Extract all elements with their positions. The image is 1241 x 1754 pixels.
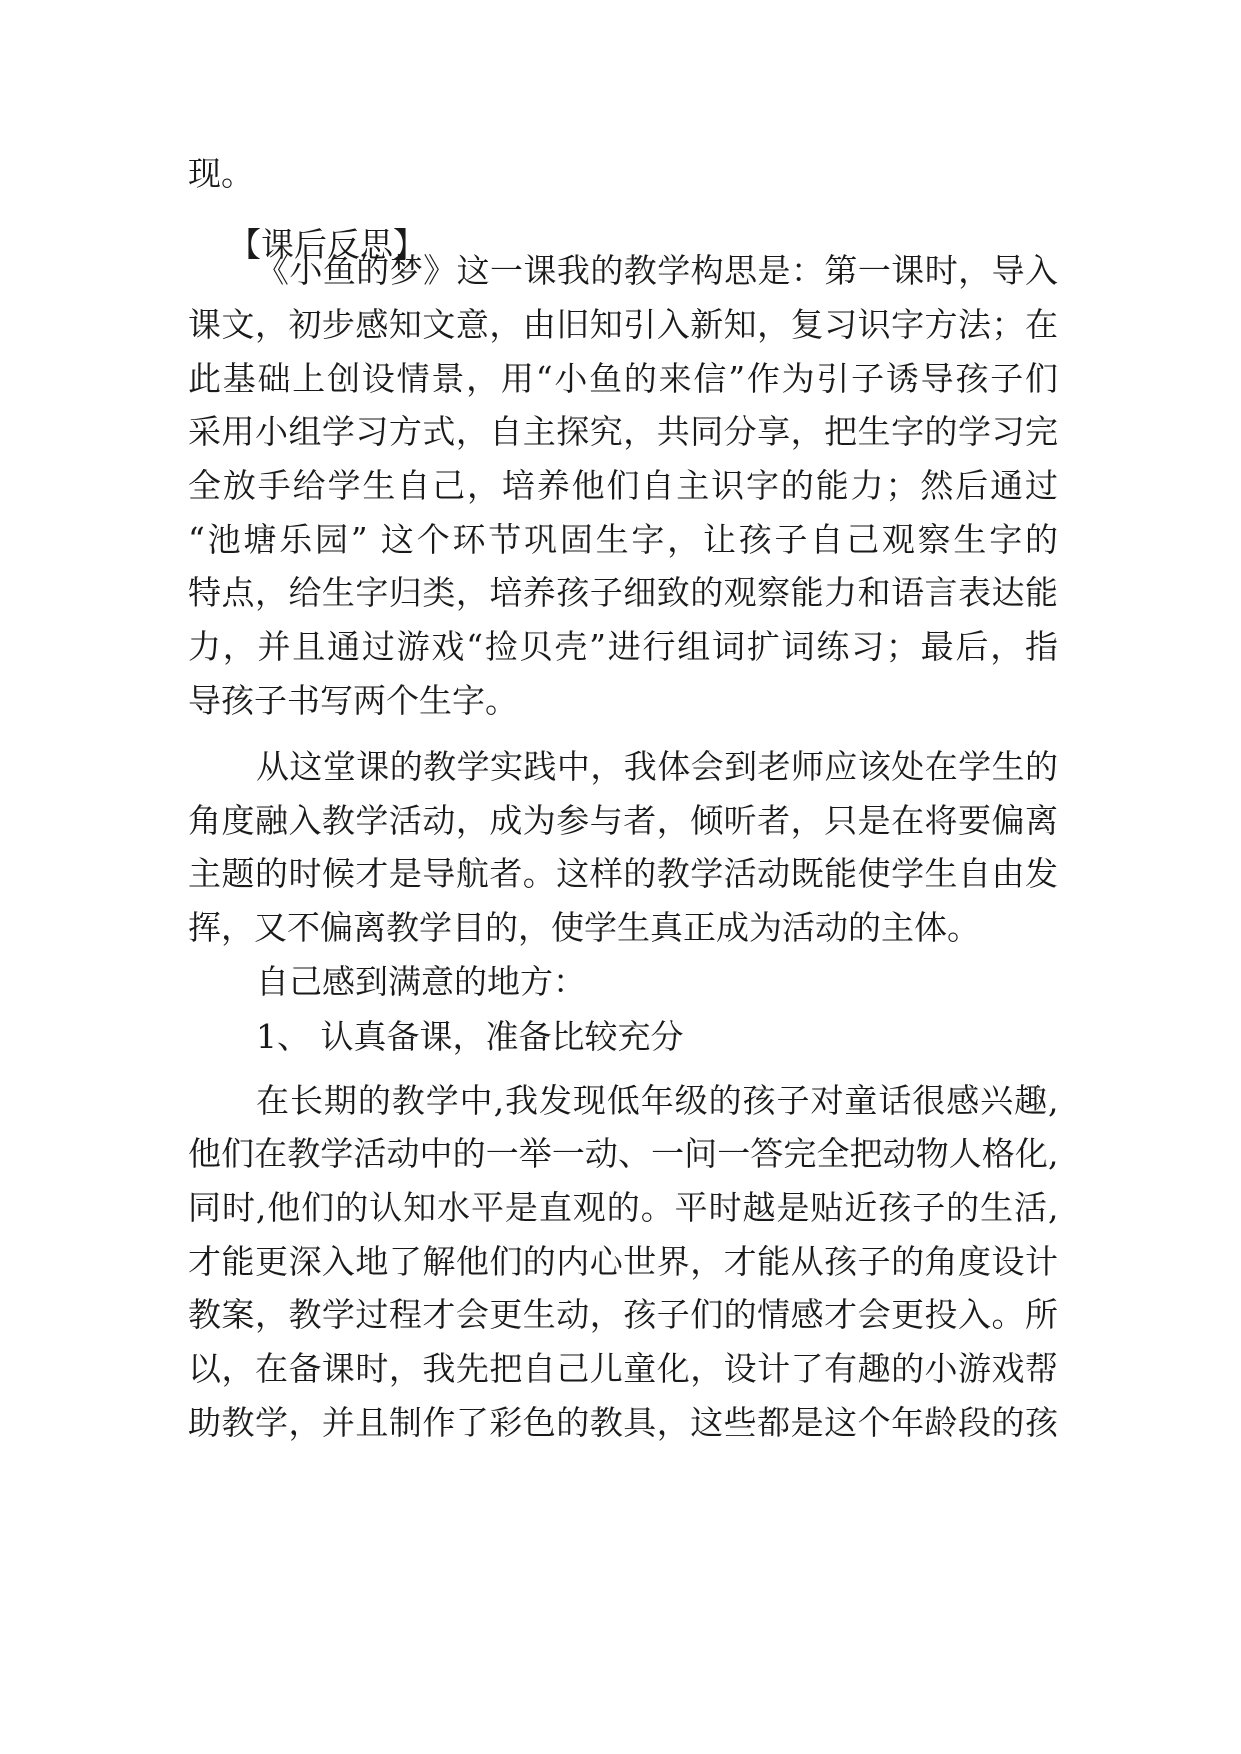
text-line: 采用小组学习方式，自主探究，共同分享，把生字的学习完 [188, 412, 1058, 451]
text-line: 从这堂课的教学实践中，我体会到老师应该处在学生的 [256, 747, 1058, 786]
text-line: 现。 [188, 154, 254, 193]
text-line: 以，在备课时，我先把自己儿童化，设计了有趣的小游戏帮 [188, 1349, 1058, 1388]
text-line: 导孩子书写两个生字。 [188, 681, 518, 720]
text-line: 主题的时候才是导航者。这样的教学活动既能使学生自由发 [188, 854, 1058, 893]
text-line: “池塘乐园” 这个环节巩固生字，让孩子自己观察生字的 [188, 520, 1058, 559]
text-line: 助教学，并且制作了彩色的教具，这些都是这个年龄段的孩 [188, 1403, 1058, 1442]
text-line: 角度融入教学活动，成为参与者，倾听者，只是在将要偏离 [188, 801, 1058, 840]
text-line: 在长期的教学中,我发现低年级的孩子对童话很感兴趣, [256, 1081, 1058, 1120]
text-line: 才能更深入地了解他们的内心世界，才能从孩子的角度设计 [188, 1242, 1058, 1281]
text-line: 教案，教学过程才会更生动，孩子们的情感才会更投入。所 [188, 1295, 1058, 1334]
text-line: 同时,他们的认知水平是直观的。平时越是贴近孩子的生活, [188, 1188, 1058, 1227]
text-line: 《小鱼的梦》这一课我的教学构思是：第一课时，导入 [256, 251, 1058, 290]
text-line: 特点，给生字归类，培养孩子细致的观察能力和语言表达能 [188, 573, 1058, 612]
text-line: 自己感到满意的地方： [256, 962, 586, 1001]
text-line: 课文，初步感知文意，由旧知引入新知，复习识字方法；在 [188, 305, 1058, 344]
text-line: 他们在教学活动中的一举一动、一问一答完全把动物人格化, [188, 1134, 1058, 1173]
numbered-item: 1、 认真备课，准备比较充分 [256, 1017, 684, 1056]
text-line: 此基础上创设情景，用“小鱼的来信”作为引子诱导孩子们 [188, 359, 1058, 398]
text-line: 全放手给学生自己，培养他们自主识字的能力；然后通过 [188, 466, 1058, 505]
section-heading: 【课后反思】 [228, 225, 426, 264]
text-line: 挥，又不偏离教学目的，使学生真正成为活动的主体。 [188, 908, 980, 947]
text-line: 力，并且通过游戏“捡贝壳”进行组词扩词练习；最后，指 [188, 627, 1058, 666]
